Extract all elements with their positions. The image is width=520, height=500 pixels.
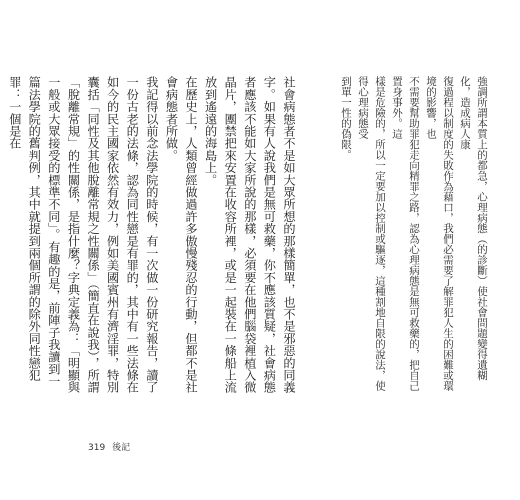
paragraph: 我記得以前念法學院的時候，有一次做一份研究報告，讀了一份古老的法條，認為同性戀是有罪的，其中有一些法條在如今的民主國家依然有效力，例如美國賓州有濟淫罪，特別囊括「同性及其他脫離常規之性關係」（簡直在說我），所謂「脫離常規」的性關係，是指什麼？字典定義為：「明顯與一般或大眾接受的標準不同」。有趣的是，前陣子我讀到一篇法學院的舊判例，其中就提到兩個所謂的除外同性戀犯罪：一個是在 — [7, 76, 159, 394]
paragraph: 在歷史上，人類曾經做過許多傲慢殘忍的行動，但都不是社會病態者所做。 — [164, 76, 199, 394]
body-text — [7, 76, 298, 398]
section-title: 後記 — [112, 443, 131, 453]
quote-line: 強調所謂本質上的都急，心理病態（的診斷）使社會問題變得遺糊化，造成病人康 — [459, 76, 488, 381]
page-number: 319 — [88, 443, 106, 453]
quote-line: 到單一性的偽限。 — [340, 76, 352, 160]
quote-line: 樣是危險的，所以一定要加以控制或驅逐，這種割地自限的說法，使得心理病態受 — [357, 76, 386, 391]
quote-line: 復過程以制度的失敗作為藉口，我們必需要了解罪犯人生的困難或環境的影響，也 — [425, 76, 454, 391]
page-footer — [88, 440, 134, 453]
quote-line: 不需要幫助罪犯走向精罪之路，認為心理病態是無可救藥的，把自己置身事外。這 — [391, 76, 420, 391]
paragraph: 社會病態者不是如大眾所想的那樣簡單，也不是邪惡的同義字。如果有人說我們是無可救藥，你不應該質疑，社會病態者應該不能如大家所說的那樣，必須要在他們腦袋裡植入微晶片，團禁把來安置在收容所裡，或是一起裝在一條船上流放到遙遠的海島上。 — [203, 76, 296, 394]
indented-quote — [318, 76, 490, 398]
